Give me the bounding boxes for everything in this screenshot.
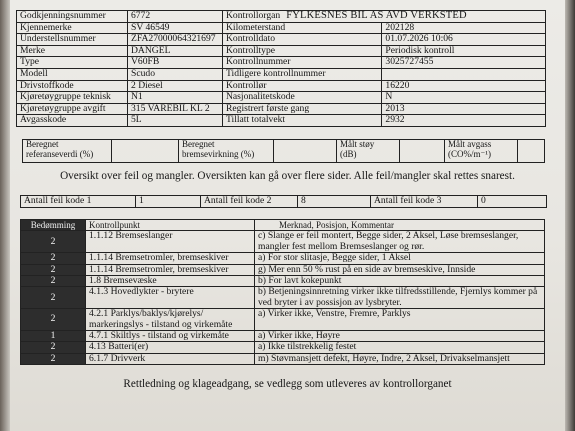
row-point: 4.13 Batteri(er)	[86, 342, 255, 353]
row-comment: a) Ikke tilstrekkelig festet	[255, 342, 545, 353]
value-godkjenningsnummer: 6772	[128, 11, 223, 23]
value-kontrolldato: 01.07.2026 10:06	[382, 34, 546, 46]
label-totalvekt: Tillatt totalvekt	[223, 115, 382, 127]
row-grade: 1	[21, 331, 86, 342]
row-grade: 2	[21, 276, 86, 287]
value-totalvekt: 2932	[382, 115, 546, 127]
errors-table	[20, 219, 545, 365]
value-kjennemerke: SV 46549	[128, 22, 223, 34]
label-kode3: Antall feil kode 3	[371, 196, 478, 208]
label-kode2: Antall feil kode 2	[201, 196, 298, 208]
value-kode2: 8	[298, 196, 371, 208]
avgass-label	[445, 140, 518, 163]
avgass-label-line1: Målt avgass	[448, 139, 492, 149]
value-modell: Scudo	[128, 68, 223, 80]
label-tidligere-kontrollnummer: Tidligere kontrollnummer	[223, 68, 382, 80]
table-row	[21, 253, 545, 264]
row-point: 4.1.3 Hovedlykter - brytere	[86, 287, 255, 309]
ref-value	[112, 140, 179, 163]
label-understellsnummer: Understellsnummer	[17, 34, 128, 46]
photo-edge-right	[565, 0, 575, 431]
value-kontrolltype: Periodisk kontroll	[382, 45, 546, 57]
value-nasjonalitetskode: N	[382, 92, 546, 104]
measurements-table	[22, 139, 545, 163]
value-kode1: 1	[136, 196, 201, 208]
label-modell: Modell	[17, 68, 128, 80]
label-kjennemerke: Kjennemerke	[17, 22, 128, 34]
row-point: 1.1.12 Bremseslanger	[86, 231, 255, 253]
table-row	[21, 287, 545, 309]
value-gruppe-teknisk: N1	[128, 92, 223, 104]
ref-label-line1: Beregnet	[26, 139, 59, 149]
label-avgasskode: Avgasskode	[17, 115, 128, 127]
row-point: 1.8 Bremsevæske	[86, 276, 255, 287]
label-nasjonalitetskode: Nasjonalitetskode	[223, 92, 382, 104]
photo-edge-left	[0, 0, 10, 431]
row-grade: 2	[21, 264, 86, 275]
label-kontrollorgan: Kontrollorgan	[223, 11, 284, 23]
value-tidligere-kontrollnummer	[382, 68, 546, 80]
label-kontrolldato: Kontrolldato	[223, 34, 382, 46]
value-understellsnummer: ZFA27000064321697	[128, 34, 223, 46]
row-comment: a) Virker ikke, Venstre, Fremre, Parklys	[255, 309, 545, 331]
vehicle-info-table	[16, 10, 546, 127]
label-registrert: Registrert første gang	[223, 103, 382, 115]
value-avgasskode: 5L	[128, 115, 223, 127]
value-drivstoffkode: 2 Diesel	[128, 80, 223, 92]
label-kontrollor: Kontrollør	[223, 80, 382, 92]
row-comment: c) Slange er feil montert, Begge sider, 2 Aksel, Løse bremseslanger, mangler fest mellom Bremseslanger og rør.	[255, 231, 545, 253]
brems-label-line2: bremsevirkning (%)	[182, 148, 255, 159]
row-comment: a) For stor slitasje, Begge sider, 1 Aksel	[255, 253, 545, 264]
label-gruppe-teknisk: Kjøretøygruppe teknisk	[17, 92, 128, 104]
label-kontrolltype: Kontrolltype	[223, 45, 382, 57]
value-kilometerstand: 202128	[382, 22, 546, 34]
header-merknad: Merknad, Posisjon, Kommentar	[255, 220, 545, 231]
brems-label	[179, 140, 274, 163]
row-point: 1.1.14 Bremsetromler, bremseskiver	[86, 264, 255, 275]
row-grade: 2	[21, 231, 86, 253]
row-grade: 2	[21, 342, 86, 353]
row-point: 6.1.7 Drivverk	[86, 353, 255, 364]
stoy-value	[400, 140, 445, 163]
avgass-label-line2: (CO%/m⁻¹)	[448, 148, 491, 159]
value-gruppe-avgift: 315 VAREBIL KL 2	[128, 103, 223, 115]
row-grade: 2	[21, 287, 86, 309]
stoy-label-line2: (dB)	[340, 148, 357, 159]
row-grade: 2	[21, 309, 86, 331]
row-point: 4.2.1 Parklys/baklys/kjørelys/ markeringslys - tilstand og virkemåte	[86, 309, 255, 331]
avgass-value	[518, 140, 545, 163]
table-row	[21, 353, 545, 364]
footer-text: Rettledning og klageadgang, se vedlegg som utleveres av kontrollorganet	[123, 378, 452, 390]
label-kontrollnummer: Kontrollnummer	[223, 57, 382, 69]
table-row	[21, 231, 545, 253]
errors-header-row	[21, 220, 545, 231]
label-gruppe-avgift: Kjøretøygruppe avgift	[17, 103, 128, 115]
value-merke: DANGEL	[128, 45, 223, 57]
error-counts-table	[20, 195, 547, 208]
brems-value	[274, 140, 337, 163]
row-point: 4.7.1 Skiltlys - tilstand og virkemåte	[86, 331, 255, 342]
table-row	[21, 276, 545, 287]
label-kode1: Antall feil kode 1	[21, 196, 136, 208]
row-grade: 2	[21, 353, 86, 364]
ref-label-line2: referanseverdi (%)	[26, 148, 94, 159]
ref-label	[23, 140, 112, 163]
label-drivstoffkode: Drivstoffkode	[17, 80, 128, 92]
brems-label-line1: Beregnet	[182, 139, 215, 149]
label-merke: Merke	[17, 45, 128, 57]
value-kontrollnummer: 3025727455	[382, 57, 546, 69]
value-kontrollor: 16220	[382, 80, 546, 92]
row-point: 1.1.14 Bremsetromler, bremseskiver	[86, 253, 255, 264]
overview-text: Oversikt over feil og mangler. Oversikten kan gå over flere sider. Alle feil/mangler skal rettes snarest.	[60, 170, 515, 182]
row-comment: b) For lavt kokepunkt	[255, 276, 545, 287]
header-bedomming: Bedømming	[21, 220, 86, 231]
stoy-label-line1: Målt støy	[340, 139, 375, 149]
row-comment: g) Mer enn 50 % rust på en side av bremseskive, Innside	[255, 264, 545, 275]
stoy-label	[337, 140, 400, 163]
value-registrert: 2013	[382, 103, 546, 115]
row-comment: a) Virker ikke, Høyre	[255, 331, 545, 342]
value-type: V60FB	[128, 57, 223, 69]
table-row	[21, 342, 545, 353]
value-kode3: 0	[478, 196, 547, 208]
row-grade: 2	[21, 253, 86, 264]
label-type: Type	[17, 57, 128, 69]
table-row	[21, 331, 545, 342]
header-kontrollpunkt: Kontrollpunkt	[86, 220, 255, 231]
label-godkjenningsnummer: Godkjenningsnummer	[17, 11, 128, 23]
row-comment: m) Støvmansjett defekt, Høyre, Indre, 2 Aksel, Drivakselmansjett	[255, 353, 545, 364]
row-comment: b) Betjeningsinnretning virker ikke tilfredsstillende, Fjernlys kommer på ved bryter i av possisjon av lysbryter.	[255, 287, 545, 309]
table-row	[21, 309, 545, 331]
value-kontrollorgan: FYLKESNES BIL AS AVD VERKSTED	[283, 11, 545, 23]
table-row	[21, 264, 545, 275]
label-kilometerstand: Kilometerstand	[223, 22, 382, 34]
